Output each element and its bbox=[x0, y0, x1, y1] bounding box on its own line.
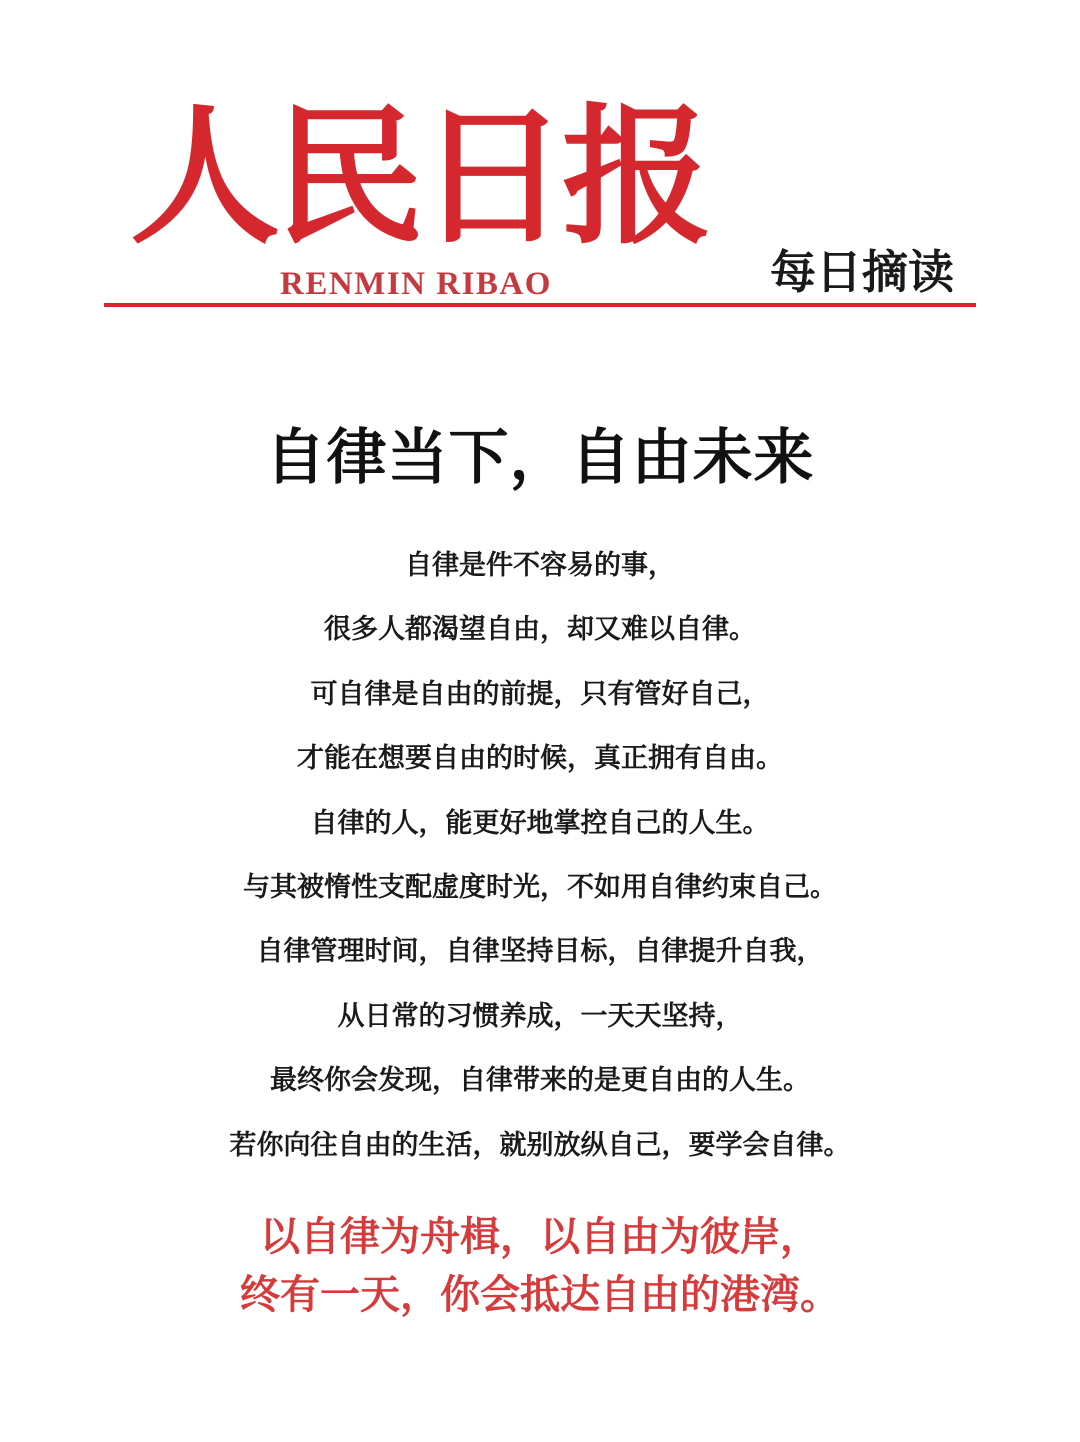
article-headline: 自律当下，自由未来 bbox=[265, 423, 815, 493]
masthead-title: 人民日报 bbox=[130, 89, 707, 265]
closing-line: 终有一天，你会抵达自由的港湾。 bbox=[240, 1271, 840, 1318]
body-line: 可自律是自由的前提，只有管好自己， bbox=[310, 678, 770, 710]
masthead-divider bbox=[104, 303, 976, 307]
body-line: 自律管理时间，自律坚持目标，自律提升自我， bbox=[256, 936, 824, 968]
body-line: 从日常的习惯养成，一天天坚持， bbox=[337, 1000, 743, 1032]
body-line: 很多人都渴望自由，却又难以自律。 bbox=[324, 614, 756, 646]
masthead bbox=[0, 0, 1080, 320]
masthead-latin-name: RENMIN RIBAO bbox=[280, 266, 552, 302]
body-line: 与其被惰性支配虚度时光，不如用自律约束自己。 bbox=[243, 871, 837, 903]
article-body bbox=[0, 536, 1080, 1180]
body-line: 若你向往自由的生活，就别放纵自己，要学会自律。 bbox=[229, 1129, 851, 1161]
body-line: 自律的人，能更好地掌控自己的人生。 bbox=[310, 807, 770, 839]
body-line: 自律是件不容易的事， bbox=[405, 550, 675, 581]
body-line: 最终你会发现，自律带来的是更自由的人生。 bbox=[270, 1065, 810, 1097]
closing-quote bbox=[0, 1208, 1080, 1324]
closing-line: 以自律为舟楫，以自由为彼岸， bbox=[260, 1213, 820, 1260]
body-line: 才能在想要自由的时候，真正拥有自由。 bbox=[297, 743, 783, 775]
column-name: 每日摘读 bbox=[770, 245, 954, 299]
